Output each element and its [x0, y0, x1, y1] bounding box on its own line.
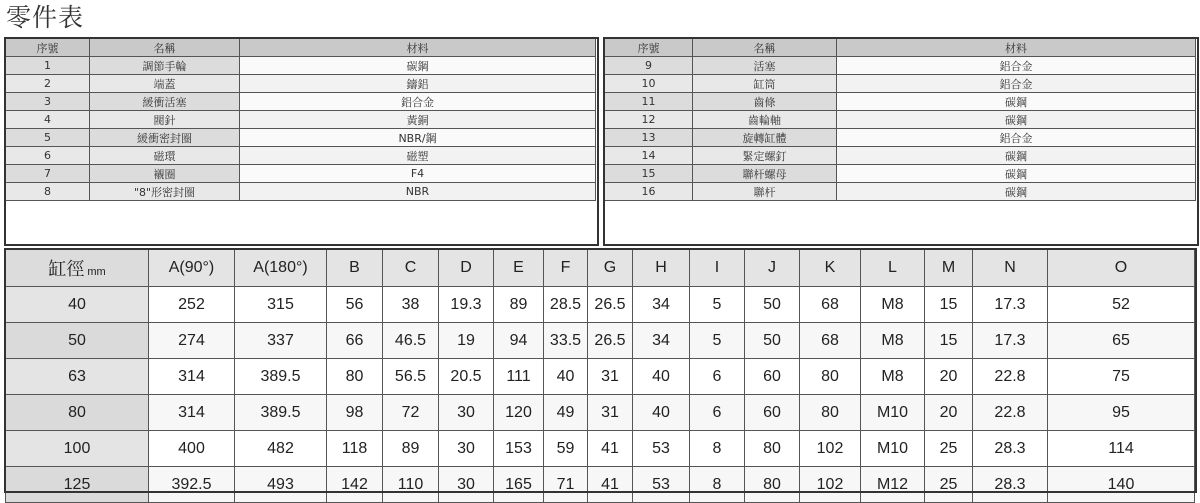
part-number: 2	[6, 75, 90, 93]
dimension-row	[6, 431, 1195, 467]
column-header: J	[745, 250, 800, 287]
dimension-value: 46.5	[383, 323, 439, 359]
part-number: 8	[6, 183, 90, 201]
parts-row	[6, 129, 596, 147]
dimension-value: 34	[633, 323, 690, 359]
part-material: 鋁合金	[837, 129, 1196, 147]
dimension-value: 52	[1048, 287, 1195, 323]
part-number: 3	[6, 93, 90, 111]
parts-row	[6, 165, 596, 183]
part-name: 齒輪軸	[693, 111, 837, 129]
dimension-value: 80	[745, 431, 800, 467]
dimension-value: 392.5	[149, 467, 235, 503]
parts-row	[605, 129, 1196, 147]
dimension-value: 19.3	[439, 287, 494, 323]
dimension-value: 5	[690, 323, 745, 359]
parts-row	[6, 111, 596, 129]
dimension-value: 252	[149, 287, 235, 323]
dimension-value: 41	[588, 467, 633, 503]
dimension-value: 26.5	[588, 287, 633, 323]
dimension-value: 20.5	[439, 359, 494, 395]
dimension-value: 153	[494, 431, 544, 467]
dimension-value: 72	[383, 395, 439, 431]
part-name: 活塞	[693, 57, 837, 75]
dimension-value: 53	[633, 431, 690, 467]
column-header: K	[800, 250, 861, 287]
part-material: 鋁合金	[837, 57, 1196, 75]
dimension-value: 80	[327, 359, 383, 395]
part-material: 鑄鋁	[240, 75, 596, 93]
dimension-value: 68	[800, 323, 861, 359]
column-header: I	[690, 250, 745, 287]
parts-table-left	[5, 38, 596, 201]
part-name: 聯杆	[693, 183, 837, 201]
part-name: 聯杆螺母	[693, 165, 837, 183]
dimension-value: 68	[800, 287, 861, 323]
part-number: 10	[605, 75, 693, 93]
dimension-value: M8	[861, 287, 925, 323]
dimension-value: 337	[235, 323, 327, 359]
dimension-value: 165	[494, 467, 544, 503]
dimension-row	[6, 287, 1195, 323]
parts-header-row	[605, 39, 1196, 57]
dimension-value: M12	[861, 467, 925, 503]
dimension-value: 38	[383, 287, 439, 323]
part-name: 緊定螺釘	[693, 147, 837, 165]
dimension-value: 142	[327, 467, 383, 503]
dimension-value: 8	[690, 467, 745, 503]
header-no: 序號	[6, 39, 90, 57]
parts-row	[605, 147, 1196, 165]
dimension-value: 6	[690, 359, 745, 395]
dimension-value: 80	[745, 467, 800, 503]
column-header: E	[494, 250, 544, 287]
parts-table-right	[604, 38, 1196, 201]
part-name: 缸筒	[693, 75, 837, 93]
part-number: 11	[605, 93, 693, 111]
column-header: D	[439, 250, 494, 287]
dimension-value: 5	[690, 287, 745, 323]
dimension-value: 26.5	[588, 323, 633, 359]
dimension-value: 400	[149, 431, 235, 467]
parts-row	[6, 57, 596, 75]
dimension-header-row	[6, 250, 1195, 287]
column-header: A(180°)	[235, 250, 327, 287]
part-material: 黃銅	[240, 111, 596, 129]
part-number: 5	[6, 129, 90, 147]
column-header: C	[383, 250, 439, 287]
dimension-value: 15	[925, 323, 973, 359]
dimension-value: 114	[1048, 431, 1195, 467]
dimension-value: 80	[800, 395, 861, 431]
part-name: 齒條	[693, 93, 837, 111]
dimension-value: 314	[149, 395, 235, 431]
dimension-value: 60	[745, 359, 800, 395]
dimension-value: 6	[690, 395, 745, 431]
column-header: F	[544, 250, 588, 287]
part-name: 緩衝活塞	[90, 93, 240, 111]
parts-row	[605, 183, 1196, 201]
dimension-row	[6, 323, 1195, 359]
part-material: 碳鋼	[837, 183, 1196, 201]
parts-row	[605, 57, 1196, 75]
dimension-value: 20	[925, 395, 973, 431]
dimension-value: 60	[745, 395, 800, 431]
dimension-value: 8	[690, 431, 745, 467]
dimension-value: 389.5	[235, 359, 327, 395]
part-number: 7	[6, 165, 90, 183]
header-material: 材料	[240, 39, 596, 57]
dimension-value: 94	[494, 323, 544, 359]
dimension-value: 102	[800, 431, 861, 467]
part-material: NBR/鋼	[240, 129, 596, 147]
bore-label: 缸徑	[48, 259, 85, 279]
dimension-value: 31	[588, 395, 633, 431]
dimension-value: 118	[327, 431, 383, 467]
dimension-value: 30	[439, 431, 494, 467]
dimension-value: 89	[494, 287, 544, 323]
dimension-value: 389.5	[235, 395, 327, 431]
bore-value: 40	[6, 287, 149, 323]
part-name: 調節手輪	[90, 57, 240, 75]
part-number: 9	[605, 57, 693, 75]
bore-header	[6, 250, 149, 287]
dimension-value: M10	[861, 395, 925, 431]
dimension-value: 98	[327, 395, 383, 431]
part-number: 4	[6, 111, 90, 129]
dimension-value: 34	[633, 287, 690, 323]
column-header: O	[1048, 250, 1195, 287]
column-header: N	[973, 250, 1048, 287]
dimension-value: 89	[383, 431, 439, 467]
column-header: H	[633, 250, 690, 287]
column-header: B	[327, 250, 383, 287]
dimension-value: 59	[544, 431, 588, 467]
dimension-row	[6, 359, 1195, 395]
parts-row	[6, 183, 596, 201]
part-name: 襯圈	[90, 165, 240, 183]
dimension-value: 56	[327, 287, 383, 323]
dimension-value: 71	[544, 467, 588, 503]
dimension-value: 17.3	[973, 287, 1048, 323]
column-header: M	[925, 250, 973, 287]
header-name: 名稱	[693, 39, 837, 57]
part-number: 14	[605, 147, 693, 165]
part-number: 6	[6, 147, 90, 165]
dimension-value: 19	[439, 323, 494, 359]
dimension-value: 33.5	[544, 323, 588, 359]
dimension-value: 28.3	[973, 431, 1048, 467]
dimension-value: 49	[544, 395, 588, 431]
column-header: A(90°)	[149, 250, 235, 287]
bore-value: 50	[6, 323, 149, 359]
dimension-value: 22.8	[973, 359, 1048, 395]
dimension-value: 41	[588, 431, 633, 467]
dimension-value: M8	[861, 323, 925, 359]
header-no: 序號	[605, 39, 693, 57]
part-material: 鋁合金	[837, 75, 1196, 93]
dimension-value: 274	[149, 323, 235, 359]
part-material: F4	[240, 165, 596, 183]
dimension-value: 31	[588, 359, 633, 395]
dimension-value: 110	[383, 467, 439, 503]
dimension-value: 25	[925, 431, 973, 467]
dimension-value: 80	[800, 359, 861, 395]
dimension-value: 30	[439, 395, 494, 431]
dimension-value: 120	[494, 395, 544, 431]
dimension-value: 95	[1048, 395, 1195, 431]
dimension-row	[6, 467, 1195, 503]
part-number: 16	[605, 183, 693, 201]
dimension-value: 20	[925, 359, 973, 395]
dimension-value: 50	[745, 323, 800, 359]
part-name: 旋轉缸體	[693, 129, 837, 147]
dimension-value: 493	[235, 467, 327, 503]
parts-row	[605, 75, 1196, 93]
part-number: 1	[6, 57, 90, 75]
dimension-value: 66	[327, 323, 383, 359]
parts-header-row	[6, 39, 596, 57]
dimension-value: M8	[861, 359, 925, 395]
dimension-value: 56.5	[383, 359, 439, 395]
dimension-value: 65	[1048, 323, 1195, 359]
dimension-value: 111	[494, 359, 544, 395]
dimension-value: 30	[439, 467, 494, 503]
part-material: 鋁合金	[240, 93, 596, 111]
parts-row	[605, 93, 1196, 111]
dimension-value: 140	[1048, 467, 1195, 503]
dimension-value: 22.8	[973, 395, 1048, 431]
part-name: 磁環	[90, 147, 240, 165]
bore-value: 80	[6, 395, 149, 431]
dimension-value: 315	[235, 287, 327, 323]
parts-row	[605, 111, 1196, 129]
dimension-value: 25	[925, 467, 973, 503]
bore-value: 63	[6, 359, 149, 395]
header-name: 名稱	[90, 39, 240, 57]
dimension-value: 17.3	[973, 323, 1048, 359]
part-material: 碳鋼	[837, 147, 1196, 165]
dimension-value: 40	[633, 359, 690, 395]
bore-value: 100	[6, 431, 149, 467]
parts-row	[6, 147, 596, 165]
part-material: 磁塑	[240, 147, 596, 165]
dimension-value: 15	[925, 287, 973, 323]
column-header: G	[588, 250, 633, 287]
dimension-table	[5, 249, 1195, 503]
part-material: NBR	[240, 183, 596, 201]
bore-value: 125	[6, 467, 149, 503]
parts-row	[605, 165, 1196, 183]
dimension-row	[6, 395, 1195, 431]
part-material: 碳鋼	[837, 93, 1196, 111]
part-number: 15	[605, 165, 693, 183]
part-number: 12	[605, 111, 693, 129]
dimension-value: 75	[1048, 359, 1195, 395]
header-material: 材料	[837, 39, 1196, 57]
dimension-value: 102	[800, 467, 861, 503]
parts-row	[6, 75, 596, 93]
parts-row	[6, 93, 596, 111]
part-name: "8"形密封圈	[90, 183, 240, 201]
part-material: 碳鋼	[240, 57, 596, 75]
part-name: 閥針	[90, 111, 240, 129]
part-material: 碳鋼	[837, 165, 1196, 183]
dimension-value: 40	[633, 395, 690, 431]
page-title: 零件表	[6, 3, 85, 32]
part-material: 碳鋼	[837, 111, 1196, 129]
dimension-value: 482	[235, 431, 327, 467]
dimension-value: 40	[544, 359, 588, 395]
dimension-value: M10	[861, 431, 925, 467]
dimension-value: 53	[633, 467, 690, 503]
bore-unit: mm	[87, 266, 106, 278]
part-name: 緩衝密封圈	[90, 129, 240, 147]
part-number: 13	[605, 129, 693, 147]
dimension-value: 314	[149, 359, 235, 395]
dimension-value: 28.5	[544, 287, 588, 323]
part-name: 端蓋	[90, 75, 240, 93]
dimension-value: 50	[745, 287, 800, 323]
dimension-value: 28.3	[973, 467, 1048, 503]
column-header: L	[861, 250, 925, 287]
